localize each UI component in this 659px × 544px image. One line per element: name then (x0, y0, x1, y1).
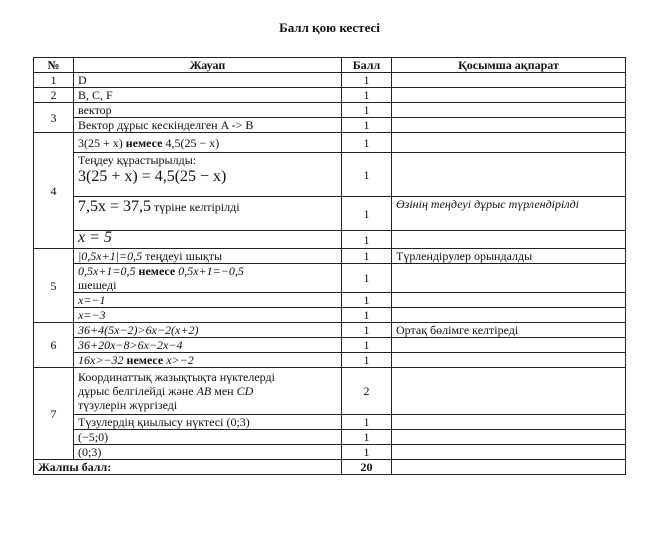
ball-cell: 1 (342, 88, 392, 103)
answer-text: түзулерін жүргізеді (78, 398, 178, 412)
answer-cell (74, 153, 342, 197)
answer-expr-a: 3(25 + x) (78, 135, 126, 150)
answer-cell: 36+20x−8>6x−2x−4 (74, 338, 342, 353)
total-ball: 20 (342, 460, 392, 475)
info-cell (392, 118, 626, 133)
table-row (34, 338, 626, 353)
table-row (34, 197, 626, 231)
ball-cell: 1 (342, 197, 392, 231)
header-num: № (34, 58, 74, 73)
info-cell: Түрлендірулер орындалды (392, 249, 626, 264)
answer-cell (74, 249, 342, 264)
answer-text: Координаттық жазықтықта нүктелерді (78, 370, 275, 384)
answer-cell: вектор (74, 103, 342, 118)
total-label: Жалпы балл: (34, 460, 342, 475)
ball-cell: 1 (342, 118, 392, 133)
row-num: 4 (34, 133, 74, 249)
table-row (34, 415, 626, 430)
answer-cell (74, 197, 342, 231)
table-row (34, 308, 626, 323)
ball-cell: 1 (342, 338, 392, 353)
info-cell: Ортақ бөлімге келтіреді (392, 323, 626, 338)
info-cell (392, 231, 626, 249)
ball-cell: 1 (342, 133, 392, 153)
answer-cell: (0;3) (74, 445, 342, 460)
answer-cell: x = 5 (74, 231, 342, 249)
ball-cell: 1 (342, 308, 392, 323)
ball-cell: 1 (342, 445, 392, 460)
answer-cell: 36+4(5x−2)>6x−2(x+2) (74, 323, 342, 338)
info-cell (392, 368, 626, 415)
table-row (34, 153, 626, 197)
info-cell (392, 353, 626, 368)
table-row (34, 445, 626, 460)
answer-text: теңдеуі шықты (142, 249, 223, 263)
answer-expr-a: 16x>−32 (78, 353, 127, 367)
info-cell (392, 415, 626, 430)
answer-expr-b: 4,5(25 − x) (162, 135, 220, 150)
ball-cell: 1 (342, 249, 392, 264)
table-row (34, 368, 626, 415)
segment-cd: CD (236, 384, 254, 398)
table-row (34, 264, 626, 293)
info-cell (392, 264, 626, 293)
row-num: 3 (34, 103, 74, 133)
answer-cell (74, 264, 342, 293)
ball-cell: 1 (342, 73, 392, 88)
answer-expr-b: x>−2 (163, 353, 194, 367)
table-row (34, 88, 626, 103)
answer-text: мен (211, 384, 237, 398)
table-row (34, 249, 626, 264)
table-row (34, 103, 626, 118)
answer-equation: |0,5x+1|=0,5 (78, 249, 143, 263)
info-cell (392, 133, 626, 153)
ball-cell: 1 (342, 415, 392, 430)
answer-expr-b: 0,5x+1=−0,5 (175, 264, 244, 278)
or-word: немесе (138, 264, 176, 278)
answer-equation: 7,5x = 37,5 (78, 198, 152, 215)
answer-text: түріне келтірілді (151, 200, 240, 214)
ball-cell: 1 (342, 323, 392, 338)
table-title: Балл қою кестесі (279, 20, 380, 35)
table-row (34, 293, 626, 308)
info-cell (392, 293, 626, 308)
table-row (34, 133, 626, 153)
answer-cell (74, 133, 342, 153)
row-num: 5 (34, 249, 74, 323)
answer-cell: x=−1 (74, 293, 342, 308)
total-row (34, 460, 626, 475)
answer-cell: x=−3 (74, 308, 342, 323)
ball-cell: 2 (342, 368, 392, 415)
answer-cell (74, 353, 342, 368)
answer-equation: 3(25 + x) = 4,5(25 − x) (78, 168, 227, 185)
ball-cell: 1 (342, 293, 392, 308)
answer-text: Теңдеу құрастырылды: (78, 153, 197, 167)
score-table (33, 57, 626, 475)
answer-cell: Түзулердің қиылысу нүктесі (0;3) (74, 415, 342, 430)
table-row (34, 353, 626, 368)
ball-cell: 1 (342, 430, 392, 445)
answer-expr-a: 0,5x+1=0,5 (78, 264, 139, 278)
ball-cell: 1 (342, 153, 392, 197)
table-row (34, 323, 626, 338)
answer-cell: D (74, 73, 342, 88)
info-cell (392, 153, 626, 197)
answer-cell: (−5;0) (74, 430, 342, 445)
info-cell (392, 103, 626, 118)
info-cell (392, 338, 626, 353)
answer-text: шешеді (78, 278, 117, 292)
info-cell (392, 460, 626, 475)
row-num: 6 (34, 323, 74, 368)
info-cell (392, 430, 626, 445)
table-row (34, 231, 626, 249)
info-cell (392, 445, 626, 460)
table-row (34, 118, 626, 133)
ball-cell: 1 (342, 353, 392, 368)
table-row (34, 73, 626, 88)
header-answer: Жауап (74, 58, 342, 73)
info-cell (392, 73, 626, 88)
info-cell: Өзінің теңдеуі дұрыс түрлендірілді (392, 197, 626, 231)
header-row (34, 58, 626, 73)
answer-cell (74, 368, 342, 415)
row-num: 1 (34, 73, 74, 88)
answer-cell: Вектор дұрыс кескінделген A -> B (74, 118, 342, 133)
info-cell (392, 308, 626, 323)
info-cell (392, 88, 626, 103)
row-num: 2 (34, 88, 74, 103)
segment-ab: AB (196, 384, 212, 398)
header-info: Қосымша ақпарат (392, 58, 626, 73)
or-word: немесе (126, 353, 164, 367)
header-ball: Балл (342, 58, 392, 73)
ball-cell: 1 (342, 103, 392, 118)
row-num: 7 (34, 368, 74, 460)
or-word: немесе (125, 135, 163, 150)
table-row (34, 430, 626, 445)
ball-cell: 1 (342, 231, 392, 249)
answer-cell: B, C, F (74, 88, 342, 103)
ball-cell: 1 (342, 264, 392, 293)
answer-text: дұрыс белгілейді және (78, 384, 197, 398)
